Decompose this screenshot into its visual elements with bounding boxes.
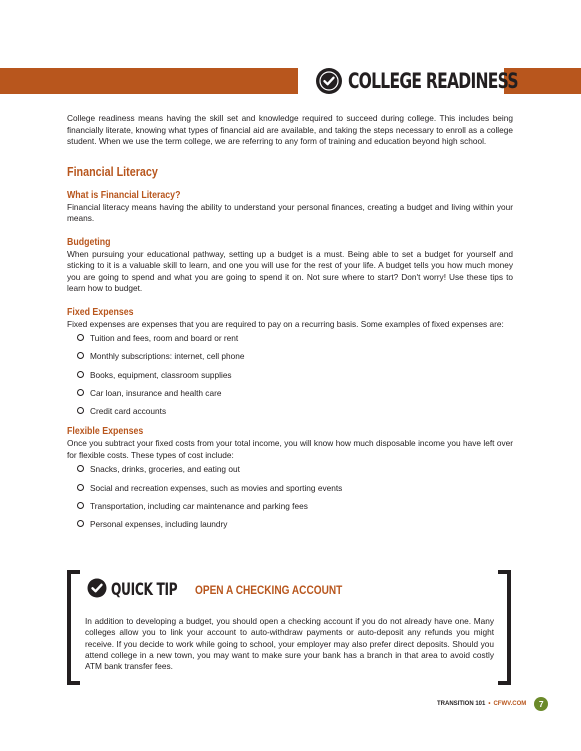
main-content [67,113,513,538]
tip-bracket-left [67,570,80,685]
page-number-badge: 7 [534,697,548,711]
fixed-expenses-heading: Fixed Expenses [67,306,134,318]
budgeting-text: When pursuing your educational pathway, setting up a budget is a must. Being able to set a budget for yourself and sticking to it is a valuable skill to learn, and one you will use for the rest of your life. A budget tells you how much money you are going to spend and what you are going to spend it on. Not sure where to start? Don't worry! Use these tips to learn how to budget. [67,248,513,293]
checkmark-circle-icon [87,578,107,603]
list-item: Social and recreation expenses, such as movies and sporting events [90,483,513,501]
quick-tip-header [87,579,370,601]
list-item: Snacks, drinks, groceries, and eating out [90,464,513,482]
list-item: Credit card accounts [90,406,513,424]
flexible-expenses-list [67,464,513,537]
list-item: Monthly subscriptions: internet, cell phone [90,351,513,369]
fixed-expenses-list [67,333,513,424]
list-item: Car loan, insurance and health care [90,388,513,406]
page-header [316,64,578,98]
list-item: Transportation, including car maintenance and parking fees [90,501,513,519]
list-item: Tuition and fees, room and board or rent [90,333,513,351]
intro-paragraph: College readiness means having the skill set and knowledge required to succeed during college. This includes being financially literate, knowing what types of financial aid are available, and taking the steps necessary to enroll as a college student. When we use the term college, we are referring to any form of training and education beyond high school. [67,113,513,146]
page-footer [437,697,548,711]
footer-publication: TRANSITION 101 [437,701,486,707]
flexible-expenses-heading: Flexible Expenses [67,426,144,438]
page-title: COLLEGE READINESS [348,69,518,93]
quick-tip-text: In addition to developing a budget, you should open a checking account if you do not already have one. Many colleges allow you to link your account to auto-withdraw payments or auto-deposit any refunds you might receive. If you decide to work while going to school, your employer may also prefer direct deposits. Should you attend college in a new town, you may want to make sure your bank has a branch in that area to avoid costly ATM bank transfer fees. [85,616,494,672]
flexible-expenses-text: Once you subtract your fixed costs from your total income, you will know how much disposable income you have left over for flexible costs. These types of cost include: [67,438,513,460]
quick-tip-title: OPEN A CHECKING ACCOUNT [195,583,343,597]
what-is-heading: What is Financial Literacy? [67,189,181,201]
quick-tip-body [85,616,494,672]
checkmark-circle-icon [316,68,342,94]
list-item: Books, equipment, classroom supplies [90,370,513,388]
footer-separator: • [488,701,491,707]
fixed-expenses-text: Fixed expenses are expenses that you are required to pay on a recurring basis. Some examples of fixed expenses are: [67,318,504,329]
what-is-text: Financial literacy means having the ability to understand your personal finances, creating a budget and living within your means. [67,201,513,223]
section-title: Financial Literacy [67,164,158,179]
list-item: Personal expenses, including laundry [90,519,513,537]
quick-tip-label: QUICK TIP [111,580,178,600]
header-band-left [0,68,298,94]
budgeting-heading: Budgeting [67,236,111,248]
tip-bracket-right [498,570,511,685]
footer-url[interactable]: CFWV.COM [493,701,527,707]
